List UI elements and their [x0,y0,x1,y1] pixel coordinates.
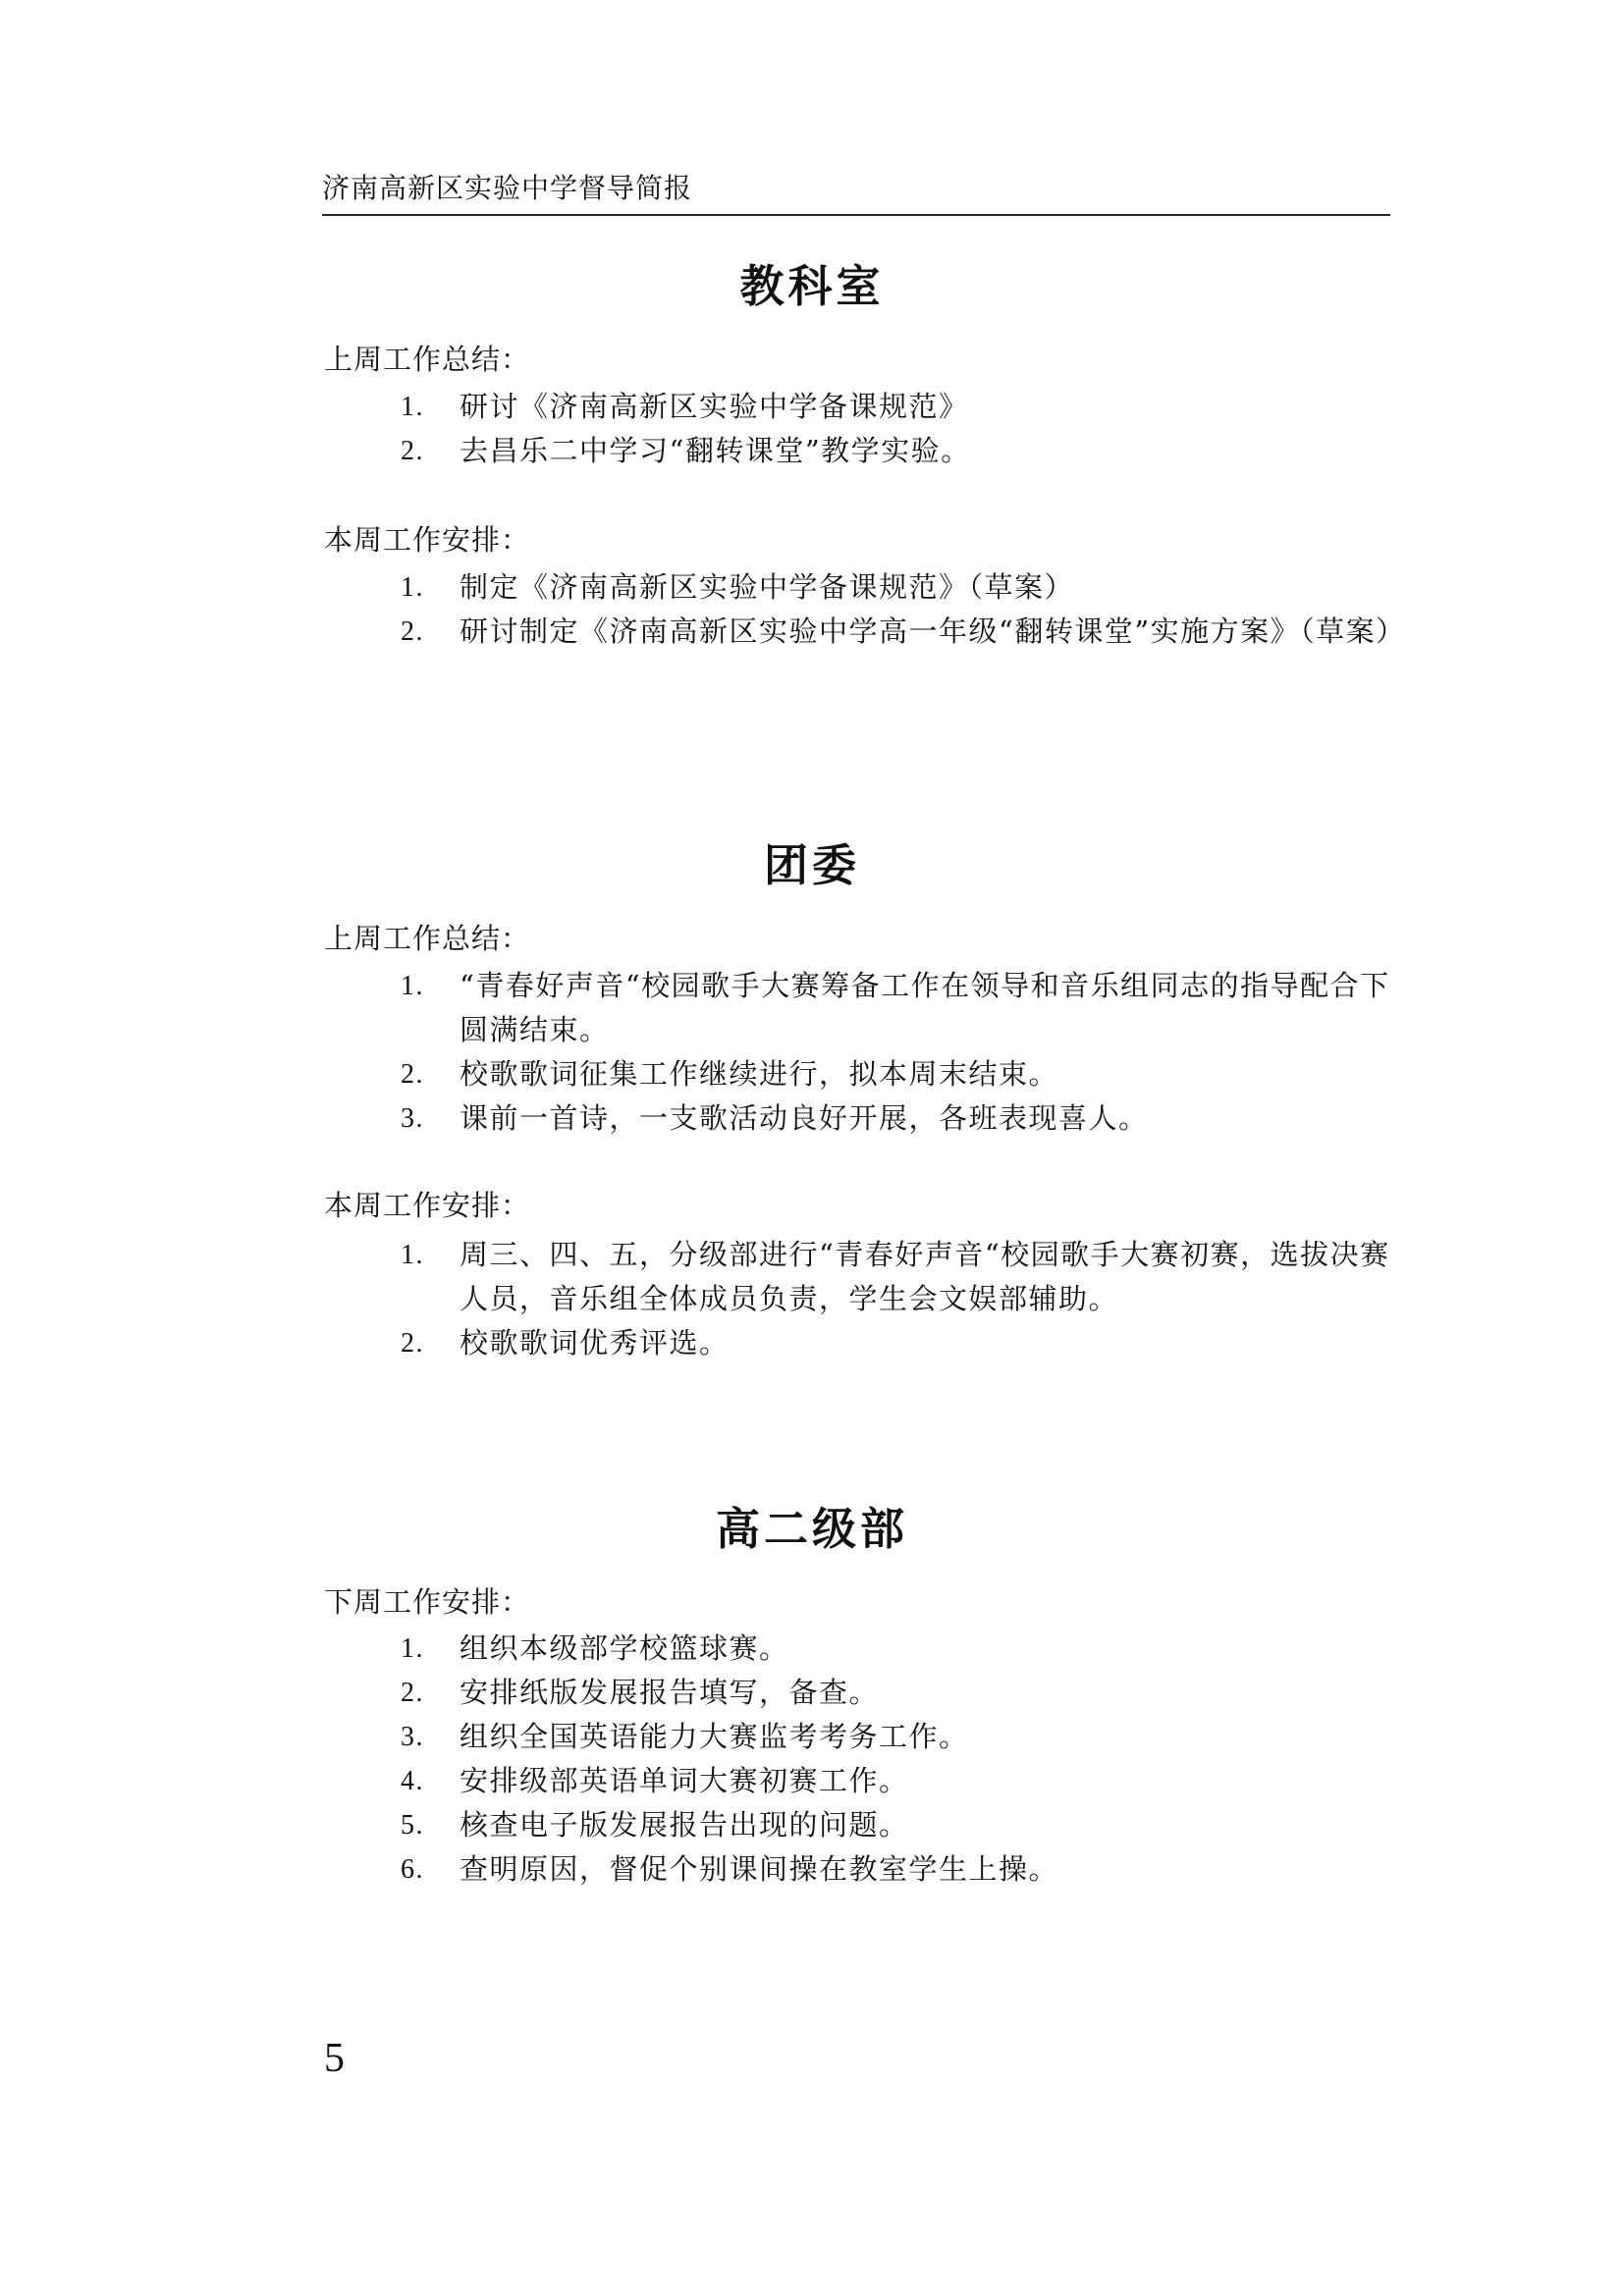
list-last-week [401,385,1392,473]
item-number: 4. [401,1766,424,1796]
list-item [401,1715,1392,1759]
subheading-last-week: 上周工作总结： [324,343,531,376]
item-text: 校歌歌词优秀评选。 [460,1326,730,1360]
list-item [401,1847,1392,1892]
item-number: 2. [401,1678,424,1708]
list-item [401,964,1392,1052]
item-text: “青春好声音“校园歌手大赛筹备工作在领导和音乐组同志的指导配合下圆满结束。 [460,969,1390,1046]
item-number: 5. [401,1810,424,1841]
list-item [401,610,1406,654]
page-number: 5 [324,2036,345,2081]
item-text: 查明原因，督促个别课间操在教室学生上操。 [460,1852,1059,1886]
list-item [401,565,1392,610]
item-number: 1. [401,1240,424,1270]
item-text: 校歌歌词征集工作继续进行，拟本周末结束。 [460,1057,1059,1091]
item-text: 安排级部英语单词大赛初赛工作。 [460,1764,909,1797]
list-item [401,1627,1392,1671]
item-text: 组织本级部学校篮球赛。 [460,1631,789,1665]
item-text: 课前一首诗，一支歌活动良好开展，各班表现喜人。 [460,1101,1149,1135]
item-text: 去昌乐二中学习“翻转课堂”教学实验。 [460,434,971,467]
section-title: 教科室 [739,260,885,312]
item-number: 1. [401,392,424,422]
list-item [401,1052,1392,1096]
list-item [401,1671,1392,1715]
item-number: 2. [401,616,424,647]
header-title: 济南高新区实验中学督导简报 [322,172,693,204]
list-item [401,385,1392,429]
item-number: 1. [401,1633,424,1664]
item-text: 核查电子版发展报告出现的问题。 [460,1808,909,1842]
list-item [401,1321,1392,1365]
list-item [401,429,1392,473]
list-item [401,1759,1392,1803]
item-text: 安排纸版发展报告填写，备查。 [460,1676,880,1709]
list-this-week [401,1233,1392,1365]
section-title: 团委 [763,839,860,891]
item-number: 3. [401,1722,424,1752]
item-number: 6. [401,1854,424,1885]
item-text: 制定《济南高新区实验中学备课规范》（草案） [460,570,1075,604]
item-text: 组织全国英语能力大赛监考考务工作。 [460,1720,969,1753]
item-text: 研讨制定《济南高新区实验中学高一年级“翻转课堂”实施方案》（草案） [460,614,1406,648]
subheading-this-week: 本周工作安排： [324,1189,531,1222]
list-item [401,1096,1392,1141]
subheading-this-week: 本周工作安排： [324,523,531,557]
list-next-week [401,1627,1392,1892]
item-number: 2. [401,436,424,466]
subheading-next-week: 下周工作安排： [324,1585,531,1619]
list-item [401,1803,1392,1847]
item-text: 研讨《济南高新区实验中学备课规范》 [460,390,969,423]
list-item [401,1233,1392,1321]
subheading-last-week: 上周工作总结： [324,922,531,955]
item-number: 3. [401,1103,424,1134]
item-number: 2. [401,1059,424,1090]
list-last-week [401,964,1392,1141]
item-number: 2. [401,1328,424,1359]
item-text: 周三、四、五，分级部进行“青春好声音“校园歌手大赛初赛，选拔决赛人员，音乐组全体成员负责，学生会文娱部辅助。 [460,1238,1390,1315]
section-title: 高二级部 [715,1503,908,1555]
item-number: 1. [401,971,424,1001]
item-number: 1. [401,572,424,603]
running-header [322,169,1390,216]
list-this-week [401,565,1406,654]
